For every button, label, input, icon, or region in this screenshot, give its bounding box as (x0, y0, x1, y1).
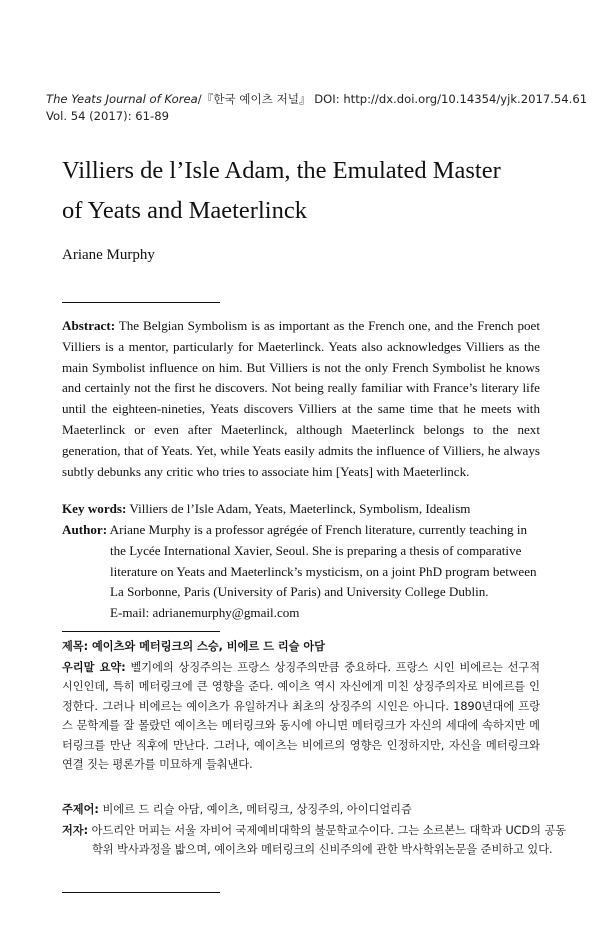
abstract-text: The Belgian Symbolism is as important as the French one, and the French poet Villiers is a mentor, particularly for Maeterlinck. Yeats also acknowledges Villiers as the main Symbolist influence on him. But Villiers is not the only French Symbolist he knows and certainly not the first he discovers. Not being really familiar with France’s literary life until the eighteen-nineties, Yeats discovers Villiers at the same time that he meets with Maeterlinck or even after Maeterlinck, although Maeterlinck belongs to the next generation, that of Yeats. Yet, while Yeats easily admits the influence of Villiers, he always subtly debunks any critic who tries to associate him [Yeats] with Maeterlinck. (62, 318, 540, 479)
article-title-line-2: of Yeats and Maeterlinck (62, 197, 307, 224)
korean-author-text: 아드리안 머피는 서울 자비어 국제예비대학의 불문학교수이다. 그는 소르본느 대학과 UCD의 공동학위 박사과정을 밟으며, 예이츠와 메터링크의 신비주의에 관한 박사학위논문을 준비하고 있다. (88, 824, 567, 857)
korean-title-text: 예이츠와 메터링크의 스승, 비에르 드 리슬 아담 (88, 640, 325, 653)
journal-citation-line (46, 91, 588, 108)
korean-keywords-label: 주제어: (62, 803, 99, 816)
korean-abstract-block (62, 658, 540, 774)
keywords-label: Key words: (62, 501, 127, 516)
article-title (62, 151, 542, 231)
abstract-label: Abstract: (62, 318, 116, 333)
keywords-block (62, 499, 540, 520)
author-info-body (62, 520, 540, 624)
author-info-label: Author: (62, 522, 108, 537)
korean-keywords-block (62, 800, 540, 819)
keywords-text: Villiers de l’Isle Adam, Yeats, Maeterlinck, Symbolism, Idealism (126, 501, 471, 516)
korean-keywords-text: 비에르 드 리슬 아담, 예이츠, 메터링크, 상징주의, 아이디얼리즘 (98, 803, 412, 816)
journal-header (46, 91, 588, 125)
divider-rule-bottom (62, 892, 220, 893)
author-info-text: Ariane Murphy is a professor agrégée of French literature, currently teaching in the Lycée International Xavier, Seoul. She is preparing a thesis of comparative literature on Yeats and Maeterlinck’s mysticism, on a joint PhD program between La Sorbonne, Paris (University of Paris) and University College Dublin. (107, 522, 537, 600)
korean-title-label: 제목: (62, 640, 89, 653)
article-author: Ariane Murphy (62, 247, 155, 263)
journal-name: The Yeats Journal of Korea (46, 92, 198, 106)
korean-abstract-text: 벨기에의 상징주의는 프랑스 상징주의만큼 중요하다. 프랑스 시인 비에르는 선구적 시인인데, 특히 메터링크에 큰 영향을 준다. 예이츠 역시 자신에게 미친 상징주의자로 비에르를 인정한다. 그러나 비에르는 예이츠가 유일하거나 최초의 상징주의 시인은 아니다. 1890년대에 프랑스 문학계를 잘 몰랐던 예이츠는 메터링크와 동시에 아니면 메터링크가 자신의 세대에 속하지만 메터링크를 만난 직후에 만난다. 그러나, 예이츠는 비에르의 영향은 인정하지만, 자신을 메터링크와 연결 짓는 평론가를 미묘하게 들춰낸다. (62, 661, 540, 772)
author-info-block (62, 520, 540, 624)
journal-doi: /『한국 예이츠 저널』 DOI: http://dx.doi.org/10.14354/yjk.2017.54.61 (197, 92, 588, 106)
divider-rule-top (62, 302, 220, 303)
korean-abstract-label: 우리말 요약: (62, 661, 126, 674)
abstract-block (62, 316, 540, 482)
korean-title-block (62, 637, 540, 656)
divider-rule-middle (62, 631, 220, 632)
journal-volume: Vol. 54 (2017): 61-89 (46, 109, 169, 123)
article-title-line-1: Villiers de l’Isle Adam, the Emulated Master (62, 157, 501, 184)
korean-author-label: 저자: (62, 824, 89, 837)
author-email: E-mail: adrianemurphy@gmail.com (110, 605, 300, 621)
korean-author-block (62, 821, 570, 860)
